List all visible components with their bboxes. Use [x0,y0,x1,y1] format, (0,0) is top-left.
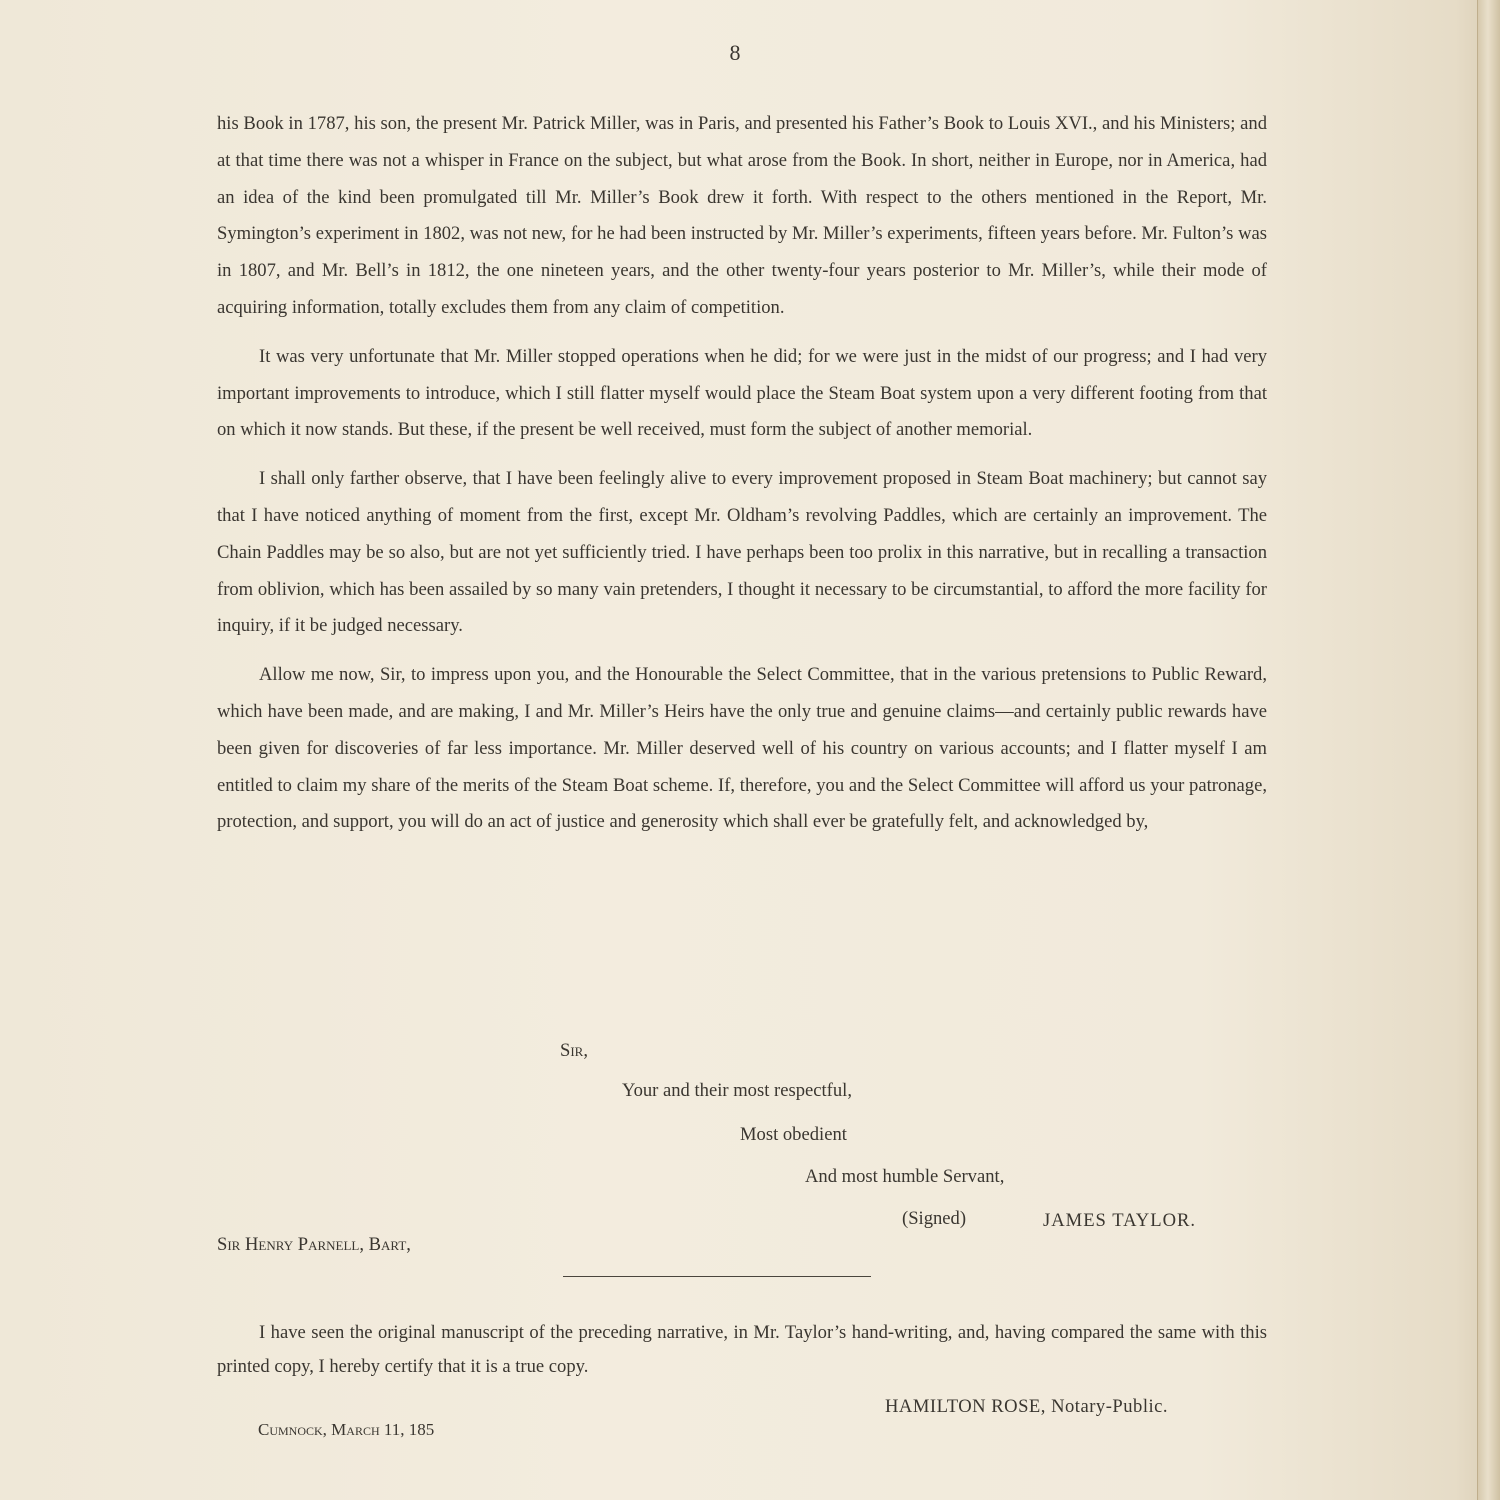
notary-signature: HAMILTON ROSE, Notary-Public. [885,1396,1169,1417]
place-date: Cumnock, March 11, 185 [258,1420,435,1439]
signed-label: (Signed) [902,1208,967,1229]
paragraph: Allow me now, Sir, to impress upon you, and the Honourable the Select Committee, that in the various pretensions to Public Reward, which have been made, and are making, I and Mr. Miller’s Heirs have the only true and genuine claims—and certainly public rewards have been given for discoveries of far less importance. Mr. Miller deserved well of his country on various accounts; and I flatter myself I am entitled to claim my share of the merits of the Steam Boat scheme. If, therefore, you and the Select Committee will afford us your patronage, protection, and support, you will do an act of justice and generosity which shall ever be gratefully felt, and acknowledged by, [217,664,1267,833]
divider-rule [563,1276,871,1277]
addressee: Sir Henry Parnell, Bart, [217,1234,411,1255]
paragraph: his Book in 1787, his son, the present Mr. Patrick Miller, was in Paris, and presented his Father’s Book to Louis XVI., and his Ministers; and at that time there was not a whisper in France on the subject, but what arose from the Book. In short, neither in Europe, nor in America, had an idea of the kind been promulgated till Mr. Miller’s Book drew it forth. With respect to the others mentioned in the Report, Mr. Symington’s experiment in 1802, was not new, for he had been instructed by Mr. Miller’s experiments, fifteen years before. Mr. Fulton’s was in 1807, and Mr. Bell’s in 1812, the one nineteen years, and the other twenty-four years posterior to Mr. Miller’s, while their mode of acquiring information, totally excludes them from any claim of competition. [217,113,1267,318]
salutation: Sir, [560,1040,588,1061]
closing-line-servant: And most humble Servant, [805,1166,1005,1187]
paragraph: It was very unfortunate that Mr. Miller stopped operations when he did; for we were just in the midst of our progress; and I had very important improvements to introduce, which I still flatter myself would place the Steam Boat system upon a very different footing from that on which it now stands. But these, if the present be well received, must form the subject of another memorial. [217,345,1267,441]
closing-line-obedient: Most obedient [740,1124,847,1145]
letter-body [217,106,1267,841]
closing-line-respectful: Your and their most respectful, [622,1080,852,1101]
certification-text: I have seen the original manuscript of the preceding narrative, in Mr. Taylor’s hand-writing, and, having compared the same with this printed copy, I hereby certify that it is a true copy. [217,1322,1267,1377]
signer-name: JAMES TAYLOR. [1043,1210,1197,1231]
paragraph: I shall only farther observe, that I have been feelingly alive to every improvement proposed in Steam Boat machinery; but cannot say that I have noticed anything of moment from the first, except Mr. Oldham’s revolving Paddles, which are certainly an improvement. The Chain Paddles may be so also, but are not yet sufficiently tried. I have perhaps been too prolix in this narrative, but in recalling a transaction from oblivion, which has been assailed by so many vain pretenders, I thought it necessary to be circumstantial, to afford the more facility for inquiry, if it be judged necessary. [217,468,1267,637]
page-edge [1477,0,1500,1500]
page-number: 8 [729,40,741,65]
